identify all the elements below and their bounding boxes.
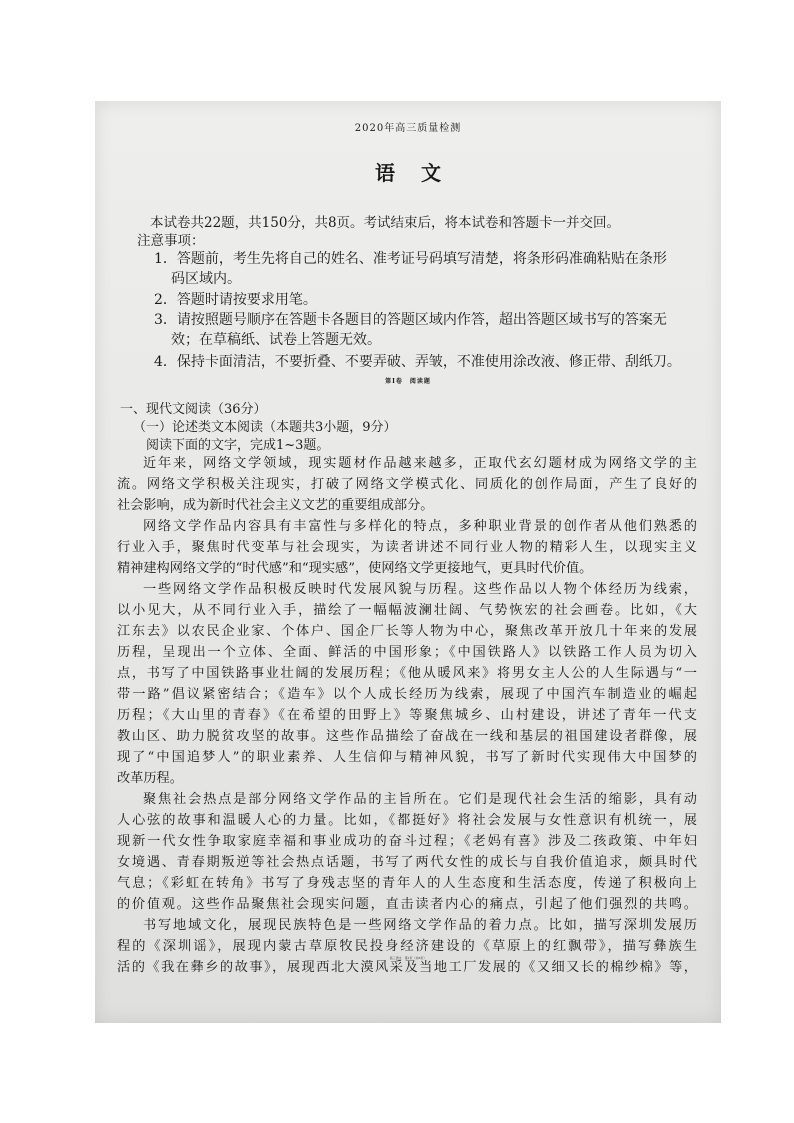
notice-rule-1-cont: 码区域内。 [171, 271, 241, 287]
passage-line: 聚焦社会热点是部分网络文学作品的主旨所在。它们是现代社会生活的缩影，具有动 [143, 792, 697, 807]
passage-line: 现新一代女性争取家庭幸福和事业成功的奋斗过程；《老妈有喜》涉及二孩政策、中年妇 [117, 834, 697, 849]
passage-line: 江东去》以农民企业家、个体户、国企厂长等人物为中心，聚焦改革开放几十年来的发展 [117, 624, 697, 639]
passage-line: 带一路”倡议紧密结合；《造车》以个人成长经历为线索，展现了中国汽车制造业的崛起 [117, 687, 697, 702]
passage-line: 近年来，网络文学领域，现实题材作品越来越多，正取代玄幻题材成为网络文学的主 [143, 456, 697, 471]
passage-line: 教山区、助力脱贫攻坚的故事。这些作品描绘了奋战在一线和基层的祖国建设者群像，展 [117, 729, 697, 744]
page-footer: 高三语文 第1页（共8页） [389, 956, 427, 960]
volume-title: 第Ⅰ卷 阅读题 [385, 378, 431, 385]
subsection-heading: （一）论述类文本阅读（本题共3小题，9分） [133, 420, 397, 435]
passage-line: 以小见大，从不同行业入手，描绘了一幅幅波澜壮阔、气势恢宏的社会画卷。比如，《大 [117, 603, 697, 618]
passage-line: 点，书写了中国铁路事业壮阔的发展历程；《他从暖风来》将男女主人公的人生际遇与“一 [117, 666, 697, 681]
passage-line: 书写地域文化，展现民族特色是一些网络文学作品的着力点。比如，描写深圳发展历 [143, 918, 697, 933]
notice-rule-3-cont: 效；在草稿纸、试卷上答题无效。 [171, 332, 381, 348]
notice-rule-4: 4．保持卡面清洁，不要折叠、不要弄破、弄皱，不准使用涂改液、修正带、刮纸刀。 [154, 354, 681, 370]
passage-line: 流。网络文学积极关注现实，打破了网络文学模式化、同质化的创作局面，产生了良好的 [117, 477, 697, 492]
section-heading: 一、现代文阅读（36分） [120, 402, 267, 417]
passage-line: 气息；《彩虹在转角》书写了身残志坚的青年人的人生态度和生活态度，传递了积极向上 [117, 876, 697, 891]
passage-line: 人心弦的故事和温暖人心的力量。比如，《都挺好》将社会发展与女性意识有机统一，展 [117, 813, 697, 828]
passage-line: 女境遇、青春期叛逆等社会热点话题，书写了两代女性的成长与自我价值追求，颇具时代 [117, 855, 697, 870]
notice-rule-2: 2．答题时请按要求用笔。 [154, 292, 317, 308]
exam-title: 2020年高三质量检测 [354, 123, 462, 134]
passage-line: 现了“中国追梦人”的职业素养、人生信仰与精神风貌，书写了新时代实现伟大中国梦的 [117, 750, 697, 765]
passage-line: 活的《我在彝乡的故事》，展现西北大漠风采及当地工厂发展的《又细又长的棉纱棉》等， [117, 960, 697, 975]
notice-heading: 注意事项： [137, 233, 205, 249]
subject-title: 语文 [375, 161, 467, 185]
passage-line: 改革历程。 [117, 771, 183, 786]
passage-line: 的价值观。这些作品聚焦社会现实问题，直击读者内心的痛点，引起了他们强烈的共鸣。 [117, 897, 697, 912]
exam-intro: 本试卷共22题，共150分，共8页。考试结束后，将本试卷和答题卡一并交回。 [150, 215, 621, 231]
passage-line: 历程；《大山里的青春》《在希望的田野上》等聚焦城乡、山村建设，讲述了青年一代支 [117, 708, 697, 723]
notice-rule-1: 1．答题前，考生先将自己的姓名、准考证号码填写清楚，将条形码准确粘贴在条形 [154, 251, 667, 267]
passage-line: 精神建构网络文学的“时代感”和“现实感”，使网络文学更接地气，更具时代价值。 [117, 561, 593, 576]
passage-line: 网络文学作品内容具有丰富性与多样化的特点，多种职业背景的创作者从他们熟悉的 [143, 519, 697, 534]
exam-paper [95, 101, 721, 1023]
passage-line: 一些网络文学作品积极反映时代发展风貌与历程。这些作品以人物个体经历为线索， [143, 582, 697, 597]
passage-line: 历程，呈现出一个立体、全面、鲜活的中国形象；《中国铁路人》以铁路工作人员为切入 [117, 645, 697, 660]
passage-line: 程的《深圳谣》，展现内蒙古草原牧民投身经济建设的《草原上的红飘带》，描写彝族生 [117, 939, 697, 954]
notice-rule-3: 3．请按照题号顺序在答题卡各题目的答题区域内作答，超出答题区域书写的答案无 [154, 312, 667, 328]
passage-line: 行业入手，聚焦时代变革与社会现实，为读者讲述不同行业人物的精彩人生，以现实主义 [117, 540, 697, 555]
reading-instruction: 阅读下面的文字，完成1~3题。 [146, 438, 330, 453]
passage-line: 社会影响，成为新时代社会主义文艺的重要组成部分。 [117, 498, 434, 513]
